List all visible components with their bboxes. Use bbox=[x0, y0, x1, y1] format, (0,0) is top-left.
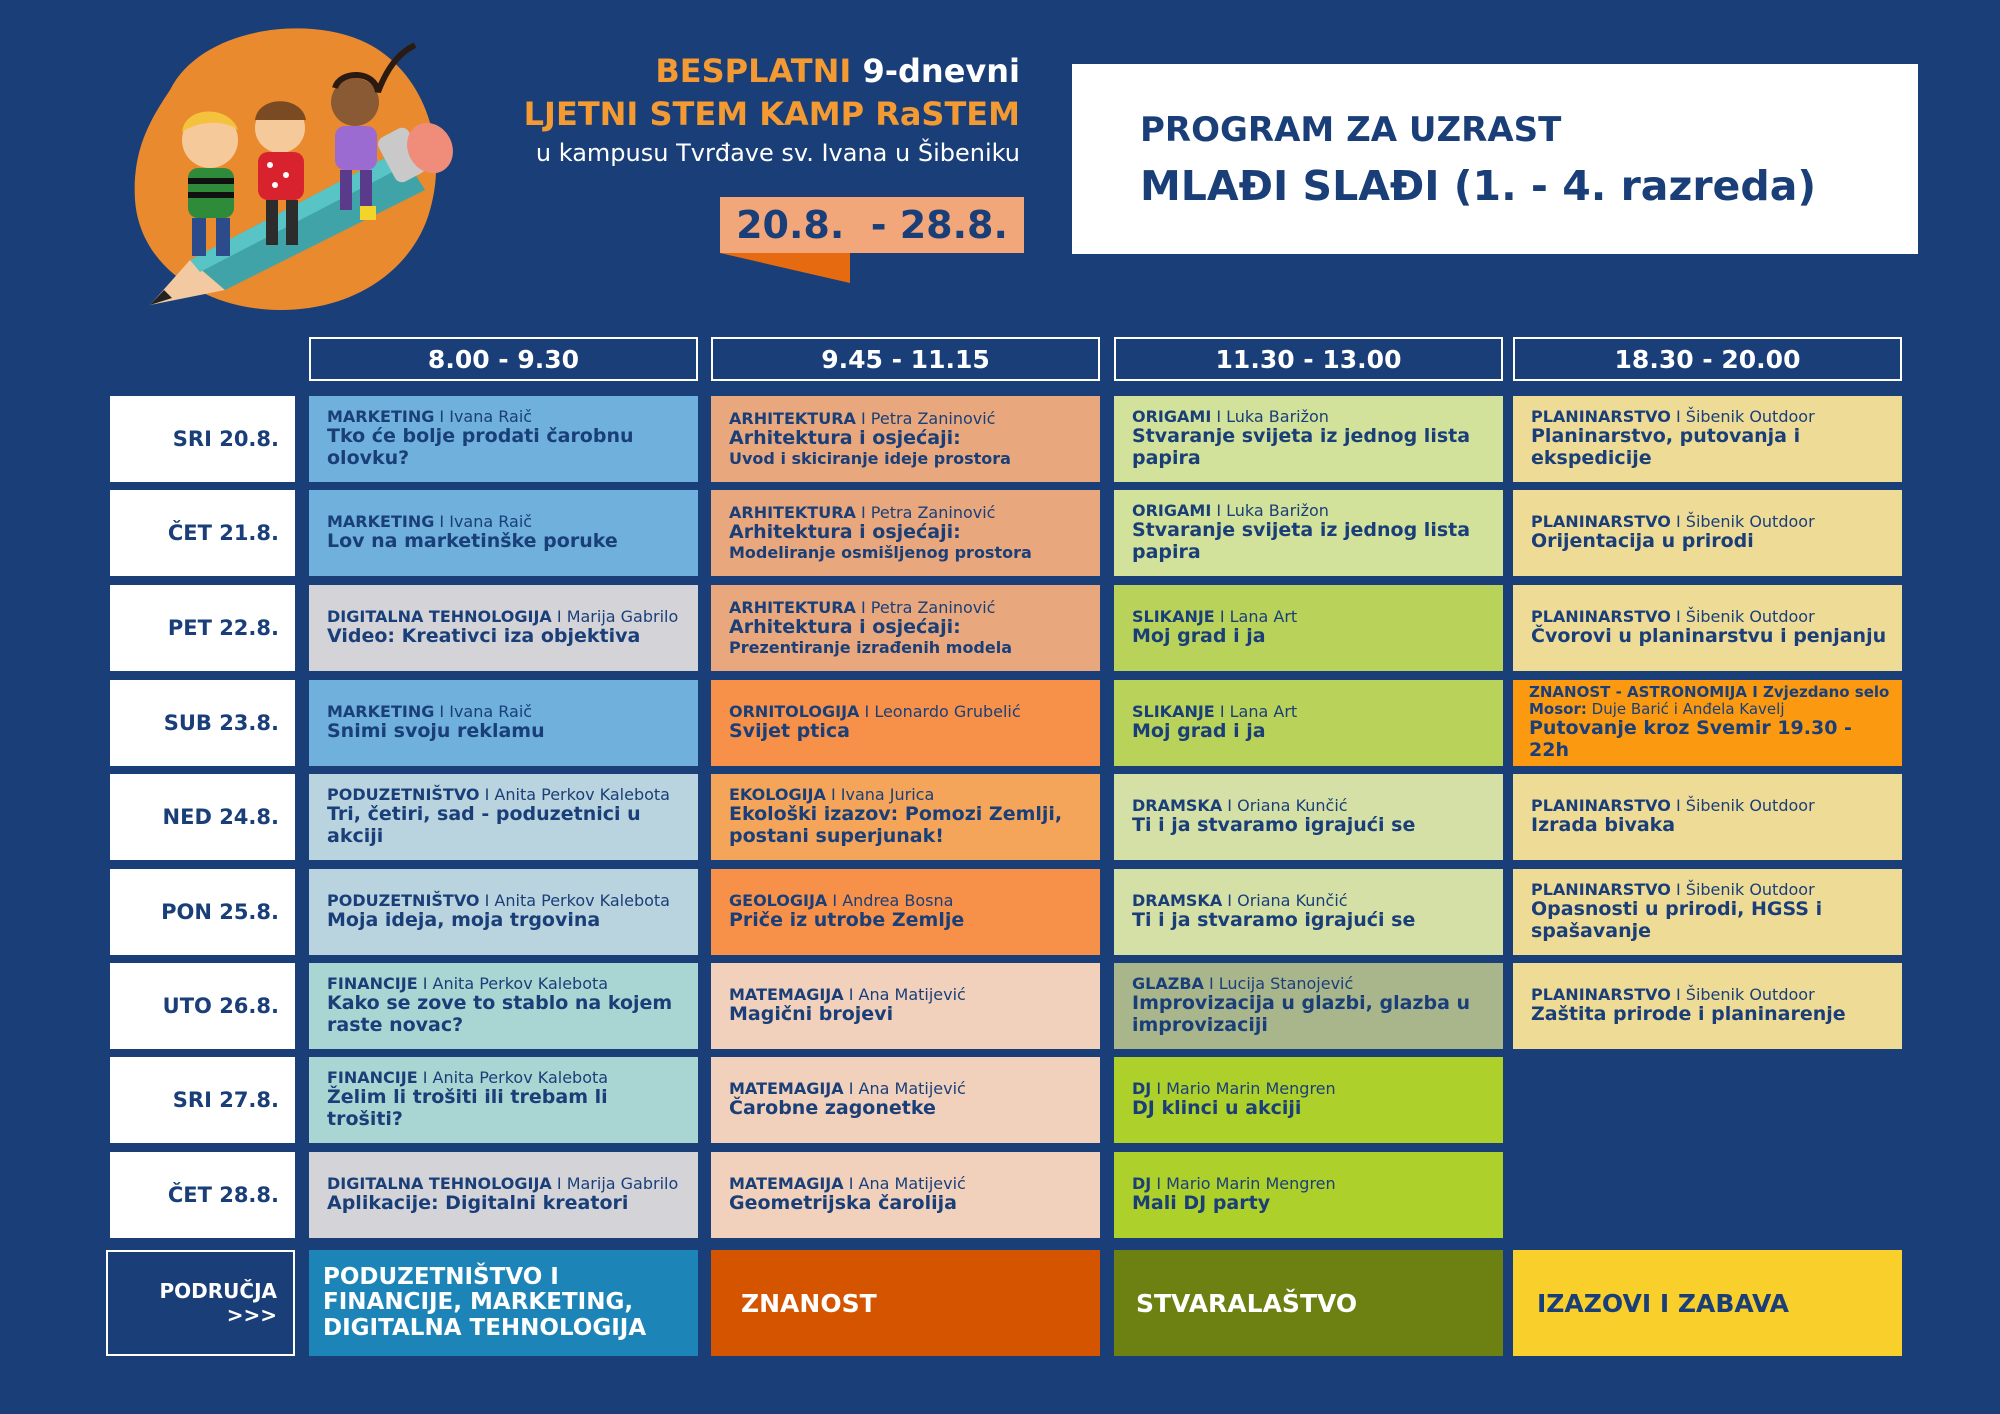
cell-title: Zaštita prirode i planinarenje bbox=[1531, 1003, 1846, 1026]
cell-instructor: I Mario Marin Mengren bbox=[1151, 1078, 1336, 1098]
cell-category: GLAZBA bbox=[1132, 973, 1204, 993]
time-slot-header: 18.30 - 20.00 bbox=[1513, 337, 1902, 381]
schedule-cell bbox=[711, 680, 1100, 766]
day-label: ČET 21.8. bbox=[110, 490, 295, 576]
cell-category: FINANCIJE bbox=[327, 1067, 418, 1087]
headline-line1 bbox=[655, 52, 1020, 90]
cell-instructor: I Šibenik Outdoor bbox=[1670, 406, 1815, 426]
schedule-cell bbox=[309, 1057, 698, 1143]
cell-category: DIGITALNA TEHNOLOGIJA bbox=[327, 1173, 552, 1193]
cell-category: PLANINARSTVO bbox=[1531, 984, 1671, 1004]
cell-instructor: I Šibenik Outdoor bbox=[1670, 606, 1815, 626]
area-creativity: STVARALAŠTVO bbox=[1114, 1250, 1503, 1356]
cell-title: Arhitektura i osjećaji: bbox=[729, 521, 961, 544]
schedule-cell bbox=[711, 1152, 1100, 1238]
schedule-cell bbox=[711, 490, 1100, 576]
schedule-cell bbox=[1513, 396, 1902, 482]
cell-title: Moja ideja, moja trgovina bbox=[327, 909, 601, 932]
headline-location: u kampusu Tvrđave sv. Ivana u Šibeniku bbox=[535, 139, 1020, 167]
cell-category: MARKETING bbox=[327, 701, 435, 721]
cell-category: DJ bbox=[1132, 1078, 1152, 1098]
program-box bbox=[1072, 64, 1918, 254]
cell-title: Lov na marketinške poruke bbox=[327, 530, 618, 553]
cell-category: ARHITEKTURA bbox=[729, 502, 856, 522]
day-label: UTO 26.8. bbox=[110, 963, 295, 1049]
cell-category: ORNITOLOGIJA bbox=[729, 701, 860, 721]
cell-subtitle: Prezentiranje izrađenih modela bbox=[729, 637, 1013, 657]
cell-category: DJ bbox=[1132, 1173, 1152, 1193]
cell-instructor: I Lana Art bbox=[1214, 701, 1298, 721]
date-badge-tail bbox=[720, 253, 850, 283]
cell-instructor: I Lana Art bbox=[1214, 606, 1298, 626]
cell-title: Izrada bivaka bbox=[1531, 814, 1676, 837]
cell-title: Planinarstvo, putovanja i ekspedicije bbox=[1531, 425, 1801, 470]
cell-title: Moj grad i ja bbox=[1132, 720, 1266, 743]
day-label: SUB 23.8. bbox=[110, 680, 295, 766]
cell-category: DRAMSKA bbox=[1132, 890, 1223, 910]
cell-title: Opasnosti u prirodi, HGSS i spašavanje bbox=[1531, 898, 1823, 943]
cell-title: Ti i ja stvaramo igrajući se bbox=[1132, 909, 1416, 932]
cell-title: Tko će bolje prodati čarobnu olovku? bbox=[327, 425, 634, 470]
cell-title: Snimi svoju reklamu bbox=[327, 720, 545, 743]
cell-category: PLANINARSTVO bbox=[1531, 606, 1671, 626]
headline-line2: LJETNI STEM KAMP RaSTEM bbox=[523, 95, 1020, 133]
cell-instructor: I Leonardo Grubelić bbox=[859, 701, 1021, 721]
cell-title: Stvaranje svijeta iz jednog lista papira bbox=[1132, 425, 1471, 470]
cell-instructor: I Ana Matijević bbox=[843, 984, 966, 1004]
cell-category: PODUZETNIŠTVO bbox=[327, 890, 480, 910]
schedule-cell bbox=[309, 585, 698, 671]
cell-title: Moj grad i ja bbox=[1132, 625, 1266, 648]
schedule-cell bbox=[711, 774, 1100, 860]
cell-title: Ti i ja stvaramo igrajući se bbox=[1132, 814, 1416, 837]
cell-title: Mali DJ party bbox=[1132, 1192, 1271, 1215]
cell-title: Magični brojevi bbox=[729, 1003, 894, 1026]
cell-title: Priče iz utrobe Zemlje bbox=[729, 909, 965, 932]
cell-title: Putovanje kroz Svemir 19.30 - 22h bbox=[1529, 717, 1852, 762]
cell-category: SLIKANJE bbox=[1132, 701, 1215, 721]
schedule-cell bbox=[711, 585, 1100, 671]
areas-arrows: >>> bbox=[226, 1303, 277, 1327]
cell-title: Video: Kreativci iza objektiva bbox=[327, 625, 641, 648]
schedule-cell bbox=[1114, 963, 1503, 1049]
cell-category: MATEMAGIJA bbox=[729, 1173, 844, 1193]
cell-category: ORIGAMI bbox=[1132, 500, 1212, 520]
cell-category: ORIGAMI bbox=[1132, 406, 1212, 426]
cell-title: Tri, četiri, sad - poduzetnici u akciji bbox=[327, 803, 641, 848]
schedule-cell bbox=[1114, 585, 1503, 671]
program-age-group: MLAĐI SLAĐI (1. - 4. razreda) bbox=[1140, 162, 1817, 210]
schedule-cell bbox=[309, 963, 698, 1049]
cell-category: ARHITEKTURA bbox=[729, 597, 856, 617]
schedule-cell bbox=[1114, 680, 1503, 766]
cell-title: Arhitektura i osjećaji: bbox=[729, 616, 961, 639]
cell-instructor: I Šibenik Outdoor bbox=[1670, 984, 1815, 1004]
cell-title: Kako se zove to stablo na kojem raste novac? bbox=[327, 992, 673, 1037]
cell-instructor: I Oriana Kunčić bbox=[1222, 890, 1348, 910]
schedule-cell bbox=[309, 490, 698, 576]
cell-subtitle: Uvod i skiciranje ideje prostora bbox=[729, 448, 1011, 468]
cell-category: ZNANOST - ASTRONOMIJA I Zvjezdano selo Mosor: bbox=[1529, 682, 1890, 719]
cell-instructor: I Marija Gabrilo bbox=[551, 606, 679, 626]
time-slot-header: 8.00 - 9.30 bbox=[309, 337, 698, 381]
cell-instructor: I Ivana Raič bbox=[434, 406, 533, 426]
area-challenges-fun: IZAZOVI I ZABAVA bbox=[1513, 1250, 1902, 1356]
cell-category: MARKETING bbox=[327, 511, 435, 531]
schedule-cell bbox=[1513, 585, 1902, 671]
cell-title: Ekološki izazov: Pomozi Zemlji, postani superjunak! bbox=[729, 803, 1063, 848]
cell-title: Stvaranje svijeta iz jednog lista papira bbox=[1132, 519, 1471, 564]
cell-instructor: I Šibenik Outdoor bbox=[1670, 795, 1815, 815]
cell-category: PODUZETNIŠTVO bbox=[327, 784, 480, 804]
schedule-cell bbox=[1114, 1152, 1503, 1238]
cell-category: PLANINARSTVO bbox=[1531, 879, 1671, 899]
cell-category: GEOLOGIJA bbox=[729, 890, 828, 910]
cell-category: PLANINARSTVO bbox=[1531, 511, 1671, 531]
kids-on-pencil-illustration bbox=[130, 20, 470, 320]
cell-instructor: I Šibenik Outdoor bbox=[1670, 879, 1815, 899]
cell-instructor: I Anita Perkov Kalebota bbox=[479, 784, 670, 804]
cell-category: MARKETING bbox=[327, 406, 435, 426]
cell-instructor: I Petra Zaninović bbox=[855, 502, 996, 522]
cell-title: Arhitektura i osjećaji: bbox=[729, 427, 961, 450]
cell-instructor: I Ana Matijević bbox=[843, 1078, 966, 1098]
day-label: ČET 28.8. bbox=[110, 1152, 295, 1238]
schedule-cell bbox=[1513, 680, 1902, 766]
headline-duration: 9-dnevni bbox=[851, 52, 1020, 90]
schedule-cell bbox=[309, 869, 698, 955]
cell-title: Svijet ptica bbox=[729, 720, 850, 743]
schedule-cell bbox=[309, 396, 698, 482]
program-title: PROGRAM ZA UZRAST bbox=[1140, 110, 1562, 150]
cell-subtitle: Modeliranje osmišljenog prostora bbox=[729, 542, 1032, 562]
cell-category: FINANCIJE bbox=[327, 973, 418, 993]
cell-instructor: I Ivana Raič bbox=[434, 511, 533, 531]
time-slot-header: 11.30 - 13.00 bbox=[1114, 337, 1503, 381]
date-range-badge: 20.8. - 28.8. bbox=[720, 197, 1024, 253]
schedule-cell bbox=[309, 774, 698, 860]
cell-instructor: I Luka Barižon bbox=[1211, 406, 1329, 426]
cell-category: MATEMAGIJA bbox=[729, 1078, 844, 1098]
schedule-cell bbox=[1513, 490, 1902, 576]
cell-title: Aplikacije: Digitalni kreatori bbox=[327, 1192, 629, 1215]
cell-instructor: I Petra Zaninović bbox=[855, 597, 996, 617]
cell-category: SLIKANJE bbox=[1132, 606, 1215, 626]
cell-instructor: I Marija Gabrilo bbox=[551, 1173, 679, 1193]
schedule-cell bbox=[1513, 869, 1902, 955]
cell-instructor: I Ivana Raič bbox=[434, 701, 533, 721]
cell-category: MATEMAGIJA bbox=[729, 984, 844, 1004]
schedule-cell bbox=[1114, 396, 1503, 482]
cell-title: Čvorovi u planinarstvu i penjanju bbox=[1531, 625, 1887, 648]
area-business: PODUZETNIŠTVO I FINANCIJE, MARKETING, DIGITALNA TEHNOLOGIJA bbox=[309, 1250, 698, 1356]
cell-category: DRAMSKA bbox=[1132, 795, 1223, 815]
day-label: PET 22.8. bbox=[110, 585, 295, 671]
cell-title: Želim li trošiti ili trebam li trošiti? bbox=[327, 1086, 608, 1131]
cell-instructor: I Anita Perkov Kalebota bbox=[479, 890, 670, 910]
cell-instructor: I Ana Matijević bbox=[843, 1173, 966, 1193]
cell-title: Geometrijska čarolija bbox=[729, 1192, 957, 1215]
schedule-cell bbox=[309, 1152, 698, 1238]
cell-instructor: I Anita Perkov Kalebota bbox=[417, 973, 609, 993]
schedule-cell bbox=[1114, 774, 1503, 860]
cell-title: Improvizacija u glazbi, glazba u improvizaciji bbox=[1132, 992, 1471, 1037]
cell-instructor: I Andrea Bosna bbox=[827, 890, 954, 910]
cell-title: Čarobne zagonetke bbox=[729, 1097, 936, 1120]
cell-instructor: I Anita Perkov Kalebota bbox=[417, 1067, 609, 1087]
headline-free: BESPLATNI bbox=[655, 52, 852, 90]
schedule-cell bbox=[711, 869, 1100, 955]
day-label: SRI 27.8. bbox=[110, 1057, 295, 1143]
areas-label bbox=[106, 1250, 295, 1356]
cell-instructor: I Mario Marin Mengren bbox=[1151, 1173, 1336, 1193]
day-label: PON 25.8. bbox=[110, 869, 295, 955]
cell-title: Orijentacija u prirodi bbox=[1531, 530, 1754, 553]
cell-instructor: I Petra Zaninović bbox=[855, 408, 996, 428]
cell-instructor: Duje Barić i Anđela Kavelj bbox=[1586, 700, 1785, 719]
cell-instructor: I Ivana Jurica bbox=[825, 784, 935, 804]
cell-category: PLANINARSTVO bbox=[1531, 795, 1671, 815]
schedule-cell bbox=[711, 963, 1100, 1049]
schedule-cell bbox=[1114, 490, 1503, 576]
day-label: SRI 20.8. bbox=[110, 396, 295, 482]
cell-category: DIGITALNA TEHNOLOGIJA bbox=[327, 606, 552, 626]
cell-title: DJ klinci u akciji bbox=[1132, 1097, 1302, 1120]
cell-category: PLANINARSTVO bbox=[1531, 406, 1671, 426]
schedule-cell bbox=[711, 1057, 1100, 1143]
cell-instructor: I Šibenik Outdoor bbox=[1670, 511, 1815, 531]
areas-label-text: PODRUČJA bbox=[159, 1279, 277, 1303]
area-science: ZNANOST bbox=[711, 1250, 1100, 1356]
schedule-cell bbox=[1513, 963, 1902, 1049]
schedule-cell bbox=[711, 396, 1100, 482]
time-slot-header: 9.45 - 11.15 bbox=[711, 337, 1100, 381]
schedule-cell bbox=[1114, 869, 1503, 955]
cell-instructor: I Oriana Kunčić bbox=[1222, 795, 1348, 815]
schedule-cell bbox=[309, 680, 698, 766]
cell-instructor: I Luka Barižon bbox=[1211, 500, 1329, 520]
cell-category: ARHITEKTURA bbox=[729, 408, 856, 428]
schedule-cell bbox=[1513, 774, 1902, 860]
cell-instructor: I Lucija Stanojević bbox=[1203, 973, 1354, 993]
schedule-cell bbox=[1114, 1057, 1503, 1143]
cell-category: EKOLOGIJA bbox=[729, 784, 826, 804]
day-label: NED 24.8. bbox=[110, 774, 295, 860]
